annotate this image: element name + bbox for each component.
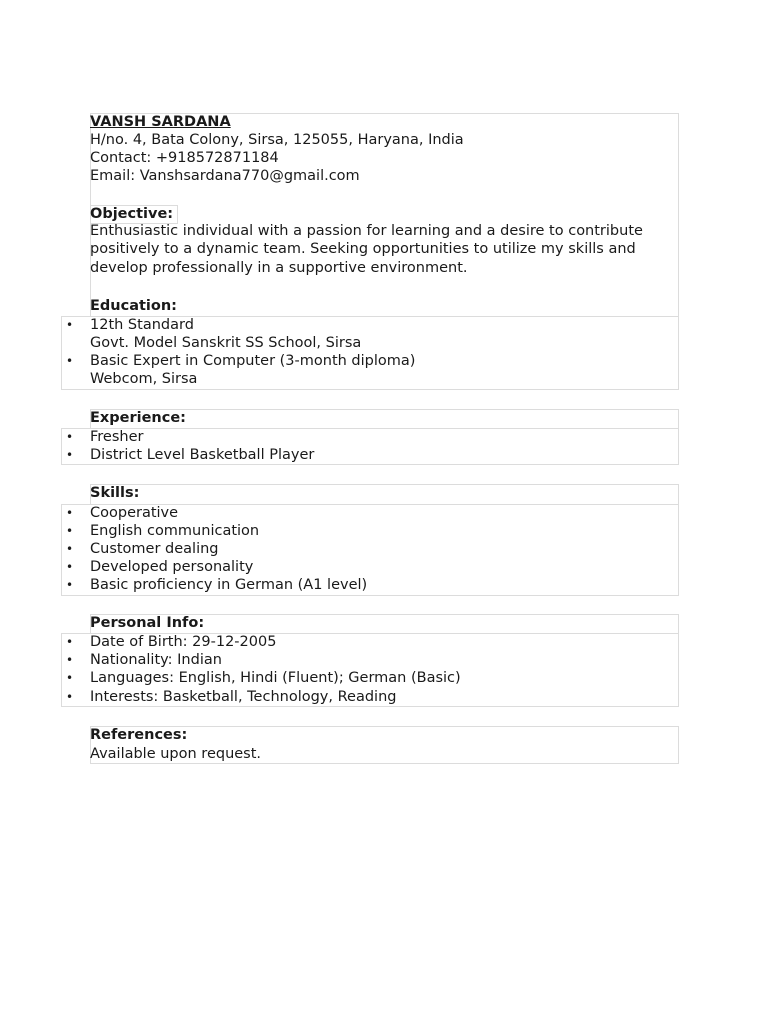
bullet-icon: • — [66, 671, 74, 685]
email-line: Email: Vanshsardana770@gmail.com — [90, 168, 360, 184]
bullet-icon: • — [66, 542, 74, 556]
bullet-icon: • — [66, 448, 74, 462]
personal-info-heading: Personal Info: — [90, 615, 205, 631]
list-item: Developed personality — [90, 559, 254, 575]
bullet-icon: • — [66, 318, 74, 332]
bullet-icon: • — [66, 430, 74, 444]
skills-heading: Skills: — [90, 485, 140, 501]
list-item: Languages: English, Hindi (Fluent); German (Basic) — [90, 670, 461, 686]
bullet-icon: • — [66, 653, 74, 667]
objective-text: Enthusiastic individual with a passion for learning and a desire to contribute positively to a dynamic team. Seeking opportunities to utilize my skills and develop professionally in a supportive environment. — [90, 223, 643, 276]
bullet-icon: • — [66, 524, 74, 538]
bullet-icon: • — [66, 690, 74, 704]
list-item: Fresher — [90, 429, 144, 445]
list-item: District Level Basketball Player — [90, 447, 315, 463]
bullet-icon: • — [66, 506, 74, 520]
candidate-name: VANSH SARDANA — [90, 114, 231, 130]
bullet-icon: • — [66, 635, 74, 649]
list-item: Date of Birth: 29-12-2005 — [90, 634, 277, 650]
address-line: H/no. 4, Bata Colony, Sirsa, 125055, Haryana, India — [90, 132, 464, 148]
references-heading: References: — [90, 727, 188, 743]
education-item-detail: Webcom, Sirsa — [90, 371, 198, 387]
bullet-icon: • — [66, 354, 74, 368]
list-item: Nationality: Indian — [90, 652, 222, 668]
list-item: English communication — [90, 523, 260, 539]
list-item: Interests: Basketball, Technology, Reading — [90, 689, 397, 705]
bullet-icon: • — [66, 578, 74, 592]
list-item: Basic proficiency in German (A1 level) — [90, 577, 368, 593]
education-heading: Education: — [90, 298, 177, 314]
contact-line: Contact: +918572871184 — [90, 150, 279, 166]
objective-heading: Objective: — [90, 206, 174, 222]
bullet-icon: • — [66, 560, 74, 574]
references-text: Available upon request. — [90, 746, 262, 762]
education-item-title: Basic Expert in Computer (3-month diploma) — [90, 353, 416, 369]
list-item: Customer dealing — [90, 541, 219, 557]
education-item-detail: Govt. Model Sanskrit SS School, Sirsa — [90, 335, 362, 351]
list-item: Cooperative — [90, 505, 179, 521]
experience-heading: Experience: — [90, 410, 186, 426]
skills-heading-box — [90, 484, 679, 505]
education-item-title: 12th Standard — [90, 317, 194, 333]
